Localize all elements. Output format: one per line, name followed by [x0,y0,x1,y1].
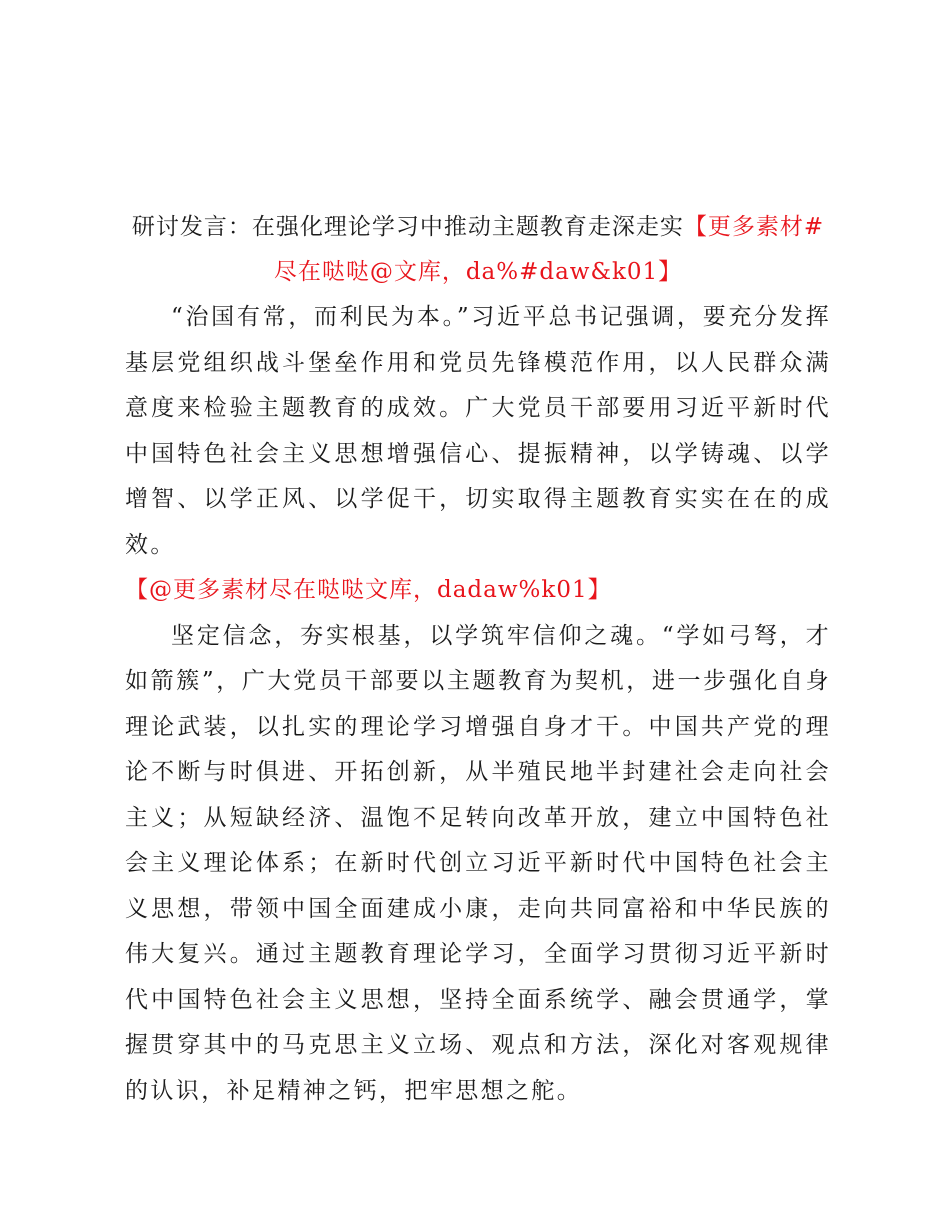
title-watermark: 【更多素材#尽在哒哒@文库，da%#daw&k01】 [273,214,825,285]
document-page [125,205,831,1114]
paragraph-2: 坚定信念，夯实根基，以学筑牢信仰之魂。“学如弓弩，才如箭簇”，广大党员干部要以主题教育为契机，进一步强化自身理论武装，以扎实的理论学习增强自身才干。中国共产党的理论不断与时俱进、开拓创新，从半殖民地半封建社会走向社会主义；从短缺经济、温饱不足转向改革开放，建立中国特色社会主义理论体系；在新时代创立习近平新时代中国特色社会主义思想，带领中国全面建成小康，走向共同富裕和中华民族的伟大复兴。通过主题教育理论学习，全面学习贯彻习近平新时代中国特色社会主义思想，坚持全面系统学、融会贯通学，掌握贯穿其中的马克思主义立场、观点和方法，深化对客观规律的认识，补足精神之钙，把牢思想之舵。 [125,622,831,1104]
paragraph-1: “治国有常，而利民为本。”习近平总书记强调，要充分发挥基层党组织战斗堡垒作用和党员先锋模范作用，以人民群众满意度来检验主题教育的成效。广大党员干部要用习近平新时代中国特色社会主义思想增强信心、提振精神，以学铸魂、以学增智、以学正风、以学促干，切实取得主题教育实实在在的成效。 [125,304,831,558]
document-title [125,205,831,295]
title-text: 研讨发言：在强化理论学习中推动主题教育走深走实 [131,214,684,240]
watermark-line: 【@更多素材尽在哒哒文库，dadaw%k01】 [125,577,612,603]
